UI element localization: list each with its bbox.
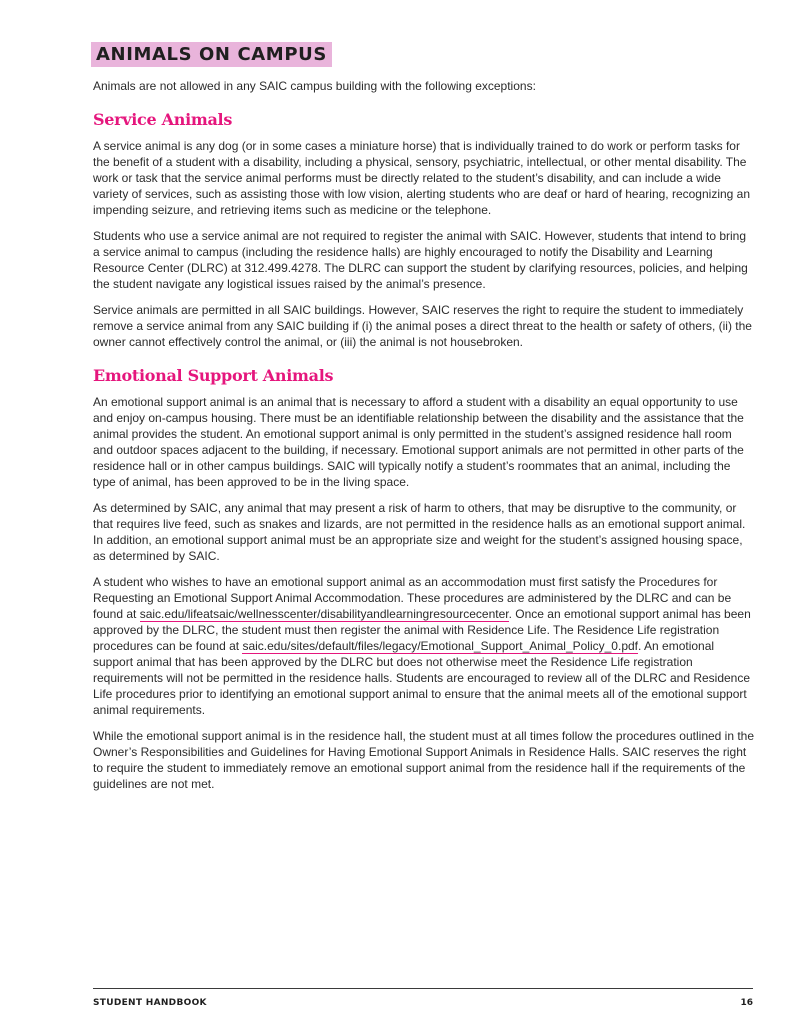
paragraph-with-links bbox=[93, 574, 755, 718]
footer-divider bbox=[93, 988, 753, 989]
paragraph: While the emotional support animal is in the residence hall, the student must at all times follow the procedures outlined in the Owner’s Responsibilities and Guidelines for Having Emotional Support Animals in Residence Halls. SAIC reserves the right to require the student to immediately remove an emotional support animal from the residence hall if the requirements of the guidelines are not met. bbox=[93, 729, 755, 791]
section-title: ANIMALS ON CAMPUS bbox=[91, 42, 332, 67]
page-number: 16 bbox=[740, 998, 753, 1008]
footer-title: STUDENT HANDBOOK bbox=[93, 998, 207, 1008]
heading-emotional-support-animals: Emotional Support Animals bbox=[93, 366, 334, 385]
paragraph: As determined by SAIC, any animal that may present a risk of harm to others, that may be disruptive to the community, or that requires live feed, such as snakes and lizards, are not permitted in the residence halls as an emotional support animal. In addition, an emotional support animal must be an appropriate size and weight for the student’s assigned housing space, as determined by SAIC. bbox=[93, 501, 746, 563]
paragraph: An emotional support animal is an animal that is necessary to afford a student with a disability an equal opportunity to use and enjoy on-campus housing. There must be an identifiable relationship between the disability and the assistance that the animal provides the student. An emotional support animal is only permitted in the student’s assigned residence hall room and outdoor spaces adjacent to the building, if necessary. Emotional support animals are not permitted in other parts of the residence hall or in other campus buildings. SAIC will typically notify a student’s roommates that an animal, including the type of animal, has been approved to be in the living space. bbox=[93, 395, 744, 489]
heading-service-animals: Service Animals bbox=[93, 110, 233, 129]
paragraph-text: A student who wishes to have an emotional support animal as an accommodation must first satisfy the Procedures for Requesting an Emotional Support Animal Accommodation. These procedures are administered by the DLRC and can be found at bbox=[93, 575, 732, 621]
esa-policy-pdf-link[interactable]: saic.edu/sites/default/files/legacy/Emotional_Support_Animal_Policy_0.pdf bbox=[242, 639, 638, 653]
paragraph-text: . An emotional support animal that has been approved by the DLRC but does not otherwise meet the Residence Life registration requirements will not be permitted in the residence halls. Students are encouraged to review all of the DLRC and Residence Life procedures prior to identifying an emotional support animal to ensure that the animal meets all of the emotional support animal requirements. bbox=[93, 639, 751, 717]
paragraph: Students who use a service animal are not required to register the animal with SAIC. However, students that intend to bring a service animal to campus (including the residence halls) are highly encouraged to notify the Disability and Learning Resource Center (DLRC) at 312.499.4278. The DLRC can support the student by clarifying resources, policies, and helping the student navigate any logistical issues raised by the animal’s presence. bbox=[93, 229, 748, 291]
paragraph-text: . Once an emotional support animal has been approved by the DLRC, the student must then register the animal with Residence Life. The Residence Life registration procedures can be found at bbox=[93, 607, 751, 653]
intro-text: Animals are not allowed in any SAIC campus building with the following exceptions: bbox=[93, 79, 536, 93]
paragraph: Service animals are permitted in all SAIC buildings. However, SAIC reserves the right to require the student to immediately remove a service animal from any SAIC building if (i) the animal poses a direct threat to the health or safety of others, (ii) the owner cannot effectively control the animal, or (iii) the animal is not housebroken. bbox=[93, 303, 752, 349]
page-content bbox=[93, 42, 755, 802]
dlrc-link[interactable]: saic.edu/lifeatsaic/wellnesscenter/disabilityandlearningresourcecenter bbox=[139, 607, 509, 621]
paragraph: A service animal is any dog (or in some cases a miniature horse) that is individually trained to do work or perform tasks for the benefit of a student with a disability, including a physical, sensory, psychiatric, intellectual, or other mental disability. The work or task that the service animal performs must be directly related to the student’s disability, and can include a wide variety of services, such as assisting those with low vision, alerting students who are deaf or hard of hearing, recognizing an impending seizure, and retrieving items such as medicine or the telephone. bbox=[93, 139, 751, 217]
